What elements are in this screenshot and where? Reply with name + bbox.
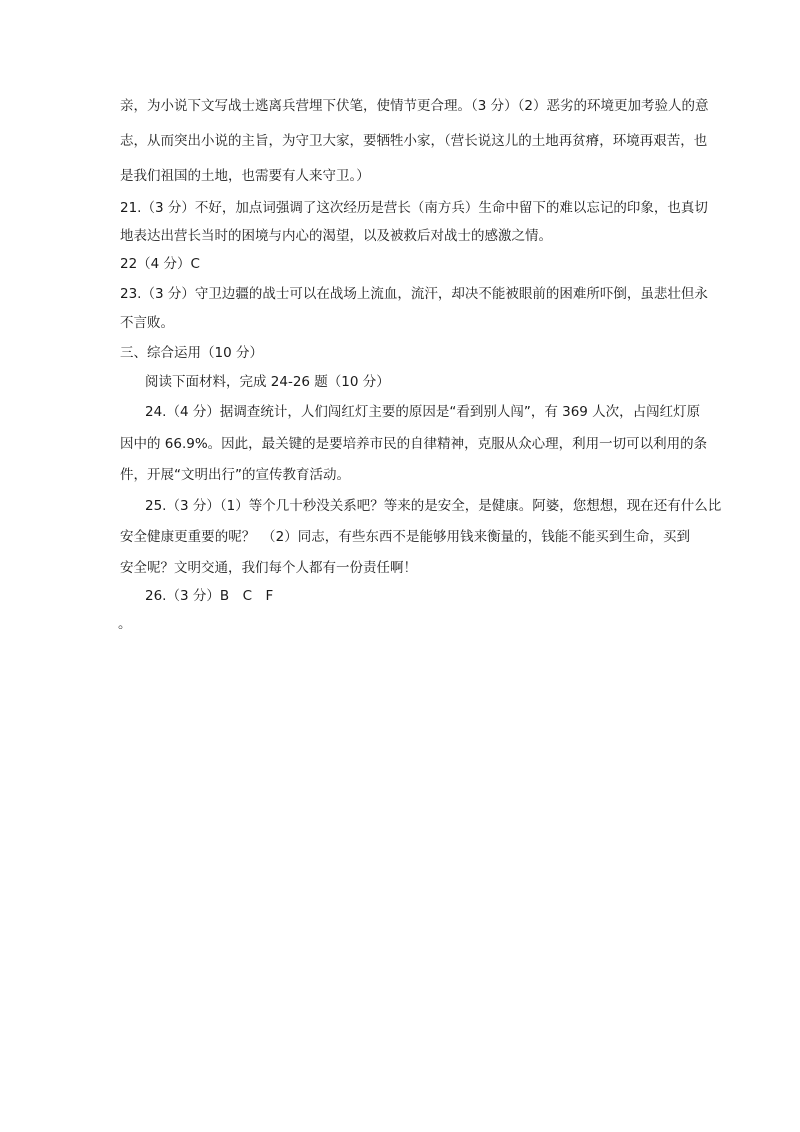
answer-25-line: 25.（3 分）（1）等个几十秒没关系吧？等来的是安全，是健康。阿婆，您想想，现在还有什么比 xyxy=(145,498,722,514)
answer-21-line: 地表达出营长当时的困境与内心的渴望，以及被救后对战士的感激之情。 xyxy=(120,228,552,244)
reading-instruction: 阅读下面材料，完成 24-26 题（10 分） xyxy=(145,374,390,390)
answer-25-line: 安全呢？文明交通，我们每个人都有一份责任啊！ xyxy=(120,560,417,576)
answer-text-line: 亲，为小说下文写战士逃离兵营埋下伏笔，使情节更合理。（3 分）（2）恶劣的环境更加考验人的意 xyxy=(120,98,709,114)
answer-24-line: 件，开展“文明出行”的宣传教育活动。 xyxy=(120,467,350,483)
answer-24-line: 因中的 66.9%。因此，最关键的是要培养市民的自律精神，克服从众心理，利用一切可以利用的条 xyxy=(120,436,708,452)
answer-23-line: 23.（3 分）守卫边疆的战士可以在战场上流血，流汗，却决不能被眼前的困难所吓倒，虽悲壮但永 xyxy=(120,286,708,302)
answer-22-line: 22（4 分）C xyxy=(120,256,200,272)
answer-text-line: 是我们祖国的土地，也需要有人来守卫。） xyxy=(120,168,370,184)
trailing-period: 。 xyxy=(118,616,132,632)
answer-25-line: 安全健康更重要的呢？ （2）同志，有些东西不是能够用钱来衡量的，钱能不能买到生命，买到 xyxy=(120,529,690,545)
answer-26-line: 26.（3 分）B C F xyxy=(145,588,274,604)
answer-text-line: 志，从而突出小说的主旨，为守卫大家，要牺牲小家，（营长说这儿的土地再贫瘠，环境再艰苦，也 xyxy=(120,133,708,149)
answer-21-line: 21.（3 分）不好，加点词强调了这次经历是营长（南方兵）生命中留下的难以忘记的印象，也真切 xyxy=(120,200,708,216)
section-heading: 三、综合运用（10 分） xyxy=(120,345,263,361)
answer-24-line: 24.（4 分）据调查统计，人们闯红灯主要的原因是“看到别人闯”，有 369 人次，占闯红灯原 xyxy=(145,404,701,420)
answer-23-line: 不言败。 xyxy=(120,315,174,331)
